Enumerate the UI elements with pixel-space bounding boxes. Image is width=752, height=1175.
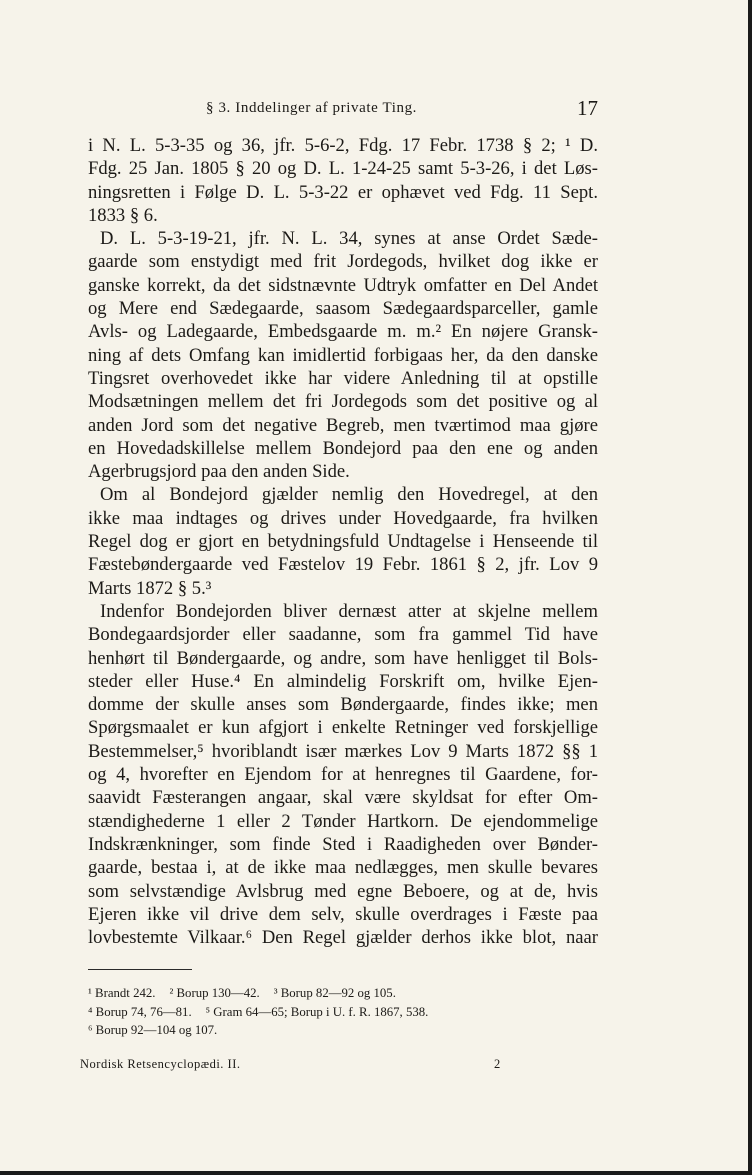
text-line: Modsætningen mellem det fri Jordegods som det positive og al bbox=[88, 391, 598, 413]
signature-mark: 2 bbox=[494, 1057, 501, 1071]
text-line: gaarde som enstydigt med frit Jordegods, hvilket dog ikke er bbox=[88, 251, 598, 273]
footnote-line bbox=[88, 1021, 558, 1040]
footnote-rule bbox=[88, 969, 192, 970]
text-line: anden Jord som det negative Begreb, men tværtimod maa gjøre bbox=[88, 414, 598, 436]
text-line: domme der skulle anses som Bøndergaarde, findes ikke; men bbox=[88, 694, 598, 716]
text-line: Fæstebøndergaarde ved Fæstelov 19 Febr. 1861 § 2, jfr. Lov 9 bbox=[88, 554, 598, 576]
text-line: ningsretten i Følge D. L. 5-3-22 er ophævet ved Fdg. 11 Sept. bbox=[88, 181, 598, 203]
text-line: Spørgsmaalet er kun afgjort i enkelte Retninger ved forskjellige bbox=[88, 717, 598, 739]
footnotes bbox=[88, 984, 558, 1040]
text-line: saavidt Fæsterangen angaar, skal være skyldsat for efter Om- bbox=[88, 787, 598, 809]
footnote: ⁵ Gram 64—65; Borup i U. f. R. 1867, 538. bbox=[205, 1004, 429, 1019]
running-header bbox=[88, 96, 598, 126]
footnote: ² Borup 130—42. bbox=[169, 986, 260, 1000]
text-line: Marts 1872 § 5.³ bbox=[88, 577, 212, 599]
text-line: ikke maa indtages og drives under Hovedgaarde, fra hvilken bbox=[88, 507, 598, 529]
page-number: 17 bbox=[577, 96, 598, 120]
text-line: 1833 § 6. bbox=[88, 204, 158, 226]
text-line: Regel dog er gjort en betydningsfuld Undtagelse i Henseende til bbox=[88, 531, 598, 553]
text-line: Bondegaardsjorder eller saadanne, som fra gammel Tid have bbox=[88, 624, 598, 646]
footnote: ⁶ Borup 92—104 og 107. bbox=[88, 1023, 218, 1037]
text-line: Indenfor Bondejorden bliver dernæst atter at skjelne mellem bbox=[100, 600, 598, 622]
text-line: ganske korrekt, da det sidstnævnte Udtryk omfatter en Del Andet bbox=[88, 274, 598, 296]
text-line: Ejeren ikke vil drive dem selv, skulle overdrages i Fæste paa bbox=[88, 903, 598, 925]
text-line: i N. L. 5-3-35 og 36, jfr. 5-6-2, Fdg. 17 Febr. 1738 § 2; ¹ D. bbox=[88, 135, 598, 156]
text-line: lovbestemte Vilkaar.⁶ Den Regel gjælder derhos ikke blot, naar bbox=[88, 927, 598, 949]
text-line: stændighederne 1 eller 2 Tønder Hartkorn. De ejendommelige bbox=[88, 810, 598, 832]
text-line: gaarde, bestaa i, at de ikke maa nedlægges, men skulle bevares bbox=[88, 857, 598, 879]
footer-title: Nordisk Retsencyclopædi. II. bbox=[80, 1057, 241, 1071]
footnote-line bbox=[88, 984, 558, 1003]
footnote: ¹ Brandt 242. bbox=[88, 986, 156, 1000]
text-line: Om al Bondejord gjælder nemlig den Hovedregel, at den bbox=[100, 484, 598, 506]
text-line: og Mere end Sædegaarde, saasom Sædegaardsparceller, gamle bbox=[88, 298, 598, 320]
text-line: steder eller Huse.⁴ En almindelig Forskrift om, hvilke Ejen- bbox=[88, 670, 598, 692]
text-line: henhørt til Bøndergaarde, og andre, som have henligget til Bols- bbox=[88, 647, 598, 669]
footnote-line bbox=[88, 1003, 558, 1022]
text-line: ning af dets Omfang kan imidlertid forbigaas her, da den danske bbox=[88, 344, 598, 366]
scan-edge-right bbox=[748, 0, 752, 1175]
text-line: Agerbrugsjord paa den anden Side. bbox=[88, 461, 350, 483]
text-line: Avls- og Ladegaarde, Embedsgaarde m. m.² En nøjere Gransk- bbox=[88, 321, 598, 343]
text-line: Bestemmelser,⁵ hvoriblandt især mærkes Lov 9 Marts 1872 §§ 1 bbox=[88, 740, 598, 762]
text-line: D. L. 5-3-19-21, jfr. N. L. 34, synes at anse Ordet Sæde- bbox=[100, 228, 598, 250]
scan-edge-bottom bbox=[0, 1171, 752, 1175]
text-line: Indskrænkninger, som finde Sted i Raadigheden over Bønder- bbox=[88, 833, 598, 855]
text-line: som selvstændige Avlsbrug med egne Beboere, og at de, hvis bbox=[88, 880, 598, 902]
page-footer bbox=[80, 1057, 500, 1077]
body-text bbox=[88, 134, 598, 949]
text-line: Tingsret overhovedet ikke har videre Anledning til at opstille bbox=[88, 367, 598, 389]
footnote: ³ Borup 82—92 og 105. bbox=[273, 986, 396, 1000]
footnote: ⁴ Borup 74, 76—81. bbox=[88, 1004, 192, 1019]
text-line: en Hovedadskillelse mellem Bondejord paa den ene og anden bbox=[88, 437, 598, 459]
text-line: og 4, hvorefter en Ejendom for at henregnes til Gaardene, for- bbox=[88, 764, 598, 786]
running-title: § 3. Inddelinger af private Ting. bbox=[206, 100, 418, 116]
text-line: Fdg. 25 Jan. 1805 § 20 og D. L. 1-24-25 samt 5-3-26, i det Løs- bbox=[88, 158, 598, 180]
